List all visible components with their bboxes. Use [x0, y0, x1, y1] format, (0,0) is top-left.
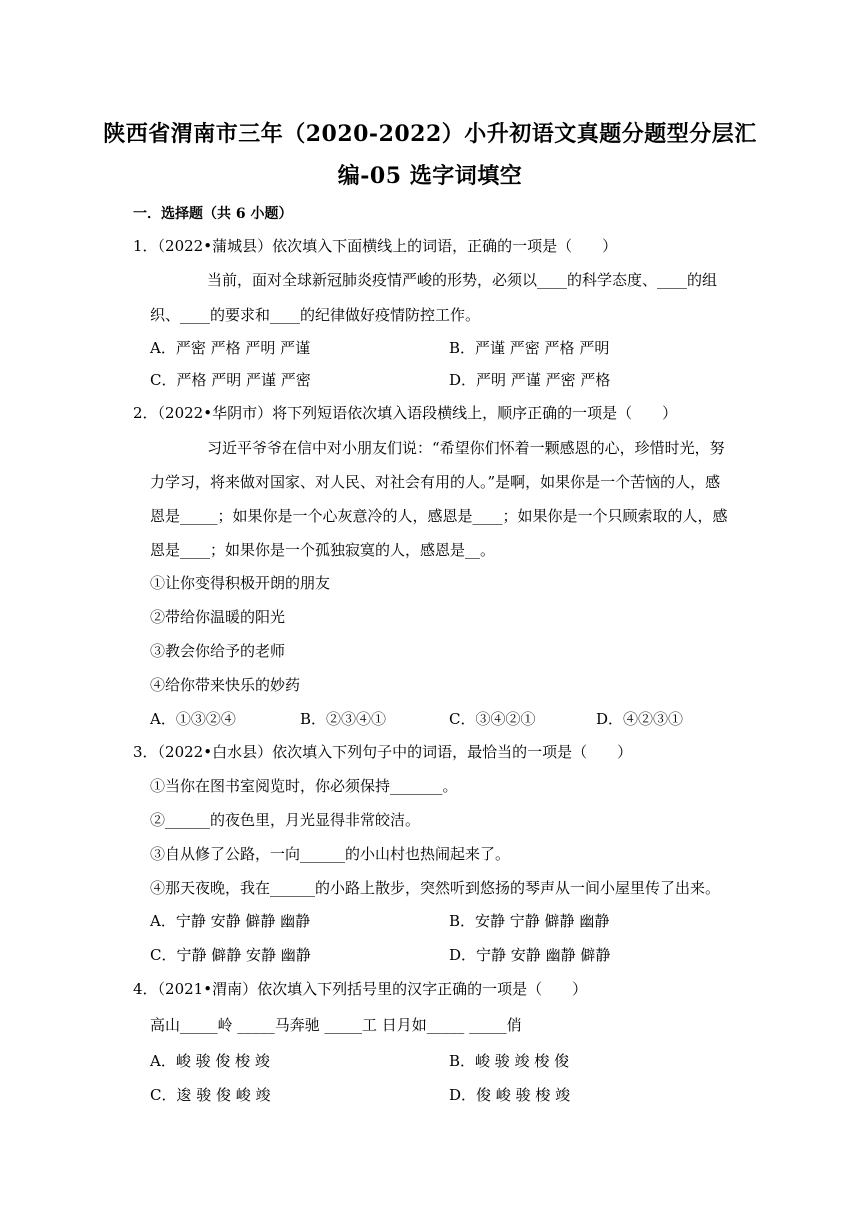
q1-option-c[interactable]: C．严格 严明 严谨 严密 — [150, 371, 311, 389]
q2-item-4: ④给你带来快乐的妙药 — [150, 676, 301, 694]
q2-option-a[interactable]: A．①③②④ — [150, 710, 236, 728]
section-heading: 一．选择题（共 6 小题） — [133, 206, 293, 222]
q2-item-2: ②带给你温暖的阳光 — [150, 608, 286, 626]
q3-sentence-3: ③自从修了公路，一向______的小山村也热闹起来了。 — [150, 845, 511, 863]
q2-stem: 2．（2022•华阴市）将下列短语依次填入语段横线上，顺序正确的一项是（ ） — [133, 404, 678, 422]
q2-item-3: ③教会你给予的老师 — [150, 642, 286, 660]
q2-passage-line3: 恩是_____；如果你是一个心灰意冷的人，感恩是____；如果你是一个只顾索取的人，感 — [150, 507, 728, 525]
q2-passage-line1: 习近平爷爷在信中对小朋友们说：“希望你们怀着一颗感恩的心，珍惜时光，努 — [207, 439, 725, 457]
q4-stem: 4．（2021•渭南）依次填入下列括号里的汉字正确的一项是（ ） — [133, 980, 588, 998]
doc-title-line2: 编-05 选字词填空 — [337, 163, 523, 189]
doc-title-line1: 陕西省渭南市三年（2020-2022）小升初语文真题分题型分层汇 — [103, 121, 757, 147]
q3-option-a[interactable]: A．宁静 安静 僻静 幽静 — [150, 912, 311, 930]
q2-item-1: ①让你变得积极开朗的朋友 — [150, 574, 331, 592]
q3-stem: 3．（2022•白水县）依次填入下列句子中的词语，最恰当的一项是（ ） — [133, 743, 633, 761]
q3-option-d[interactable]: D．宁静 安静 幽静 僻静 — [449, 946, 611, 964]
q4-word-blanks: 高山_____岭 _____马奔驰 _____工 日月如_____ _____俏 — [150, 1016, 522, 1034]
q2-option-c[interactable]: C．③④②① — [449, 710, 536, 728]
q1-option-a[interactable]: A．严密 严格 严明 严谨 — [150, 339, 311, 357]
q1-option-d[interactable]: D．严明 严谨 严密 严格 — [449, 371, 611, 389]
q4-option-c[interactable]: C．逡 骏 俊 峻 竣 — [150, 1086, 271, 1104]
q3-sentence-2: ②______的夜色里，月光显得非常皎洁。 — [150, 811, 421, 829]
q2-option-b[interactable]: B．②③④① — [300, 710, 387, 728]
q2-passage-line4: 恩是____；如果你是一个孤独寂寞的人，感恩是__。 — [150, 541, 496, 559]
q1-stem: 1．（2022•蒲城县）依次填入下面横线上的词语，正确的一项是（ ） — [133, 237, 618, 255]
q3-option-b[interactable]: B．安静 宁静 僻静 幽静 — [449, 912, 610, 930]
q2-passage-line2: 力学习，将来做对国家、对人民、对社会有用的人。”是啊，如果你是一个苦恼的人，感 — [150, 473, 721, 491]
q1-option-b[interactable]: B．严谨 严密 严格 严明 — [449, 339, 610, 357]
q3-option-c[interactable]: C．宁静 僻静 安静 幽静 — [150, 946, 311, 964]
q1-passage-line1: 当前，面对全球新冠肺炎疫情严峻的形势，必须以____的科学态度、____的组 — [207, 271, 718, 289]
q3-sentence-1: ①当你在图书室阅览时，你必须保持_______。 — [150, 777, 458, 795]
q2-option-d[interactable]: D．④②③① — [596, 710, 684, 728]
q4-option-d[interactable]: D．俊 峻 骏 梭 竣 — [449, 1086, 571, 1104]
q3-sentence-4: ④那天夜晚，我在______的小路上散步，突然听到悠扬的琴声从一间小屋里传了出来。 — [150, 879, 721, 897]
q4-option-b[interactable]: B．峻 骏 竣 梭 俊 — [449, 1052, 570, 1070]
q1-passage-line2: 织、____的要求和____的纪律做好疫情防控工作。 — [150, 306, 481, 324]
q4-option-a[interactable]: A．峻 骏 俊 梭 竣 — [150, 1052, 270, 1070]
